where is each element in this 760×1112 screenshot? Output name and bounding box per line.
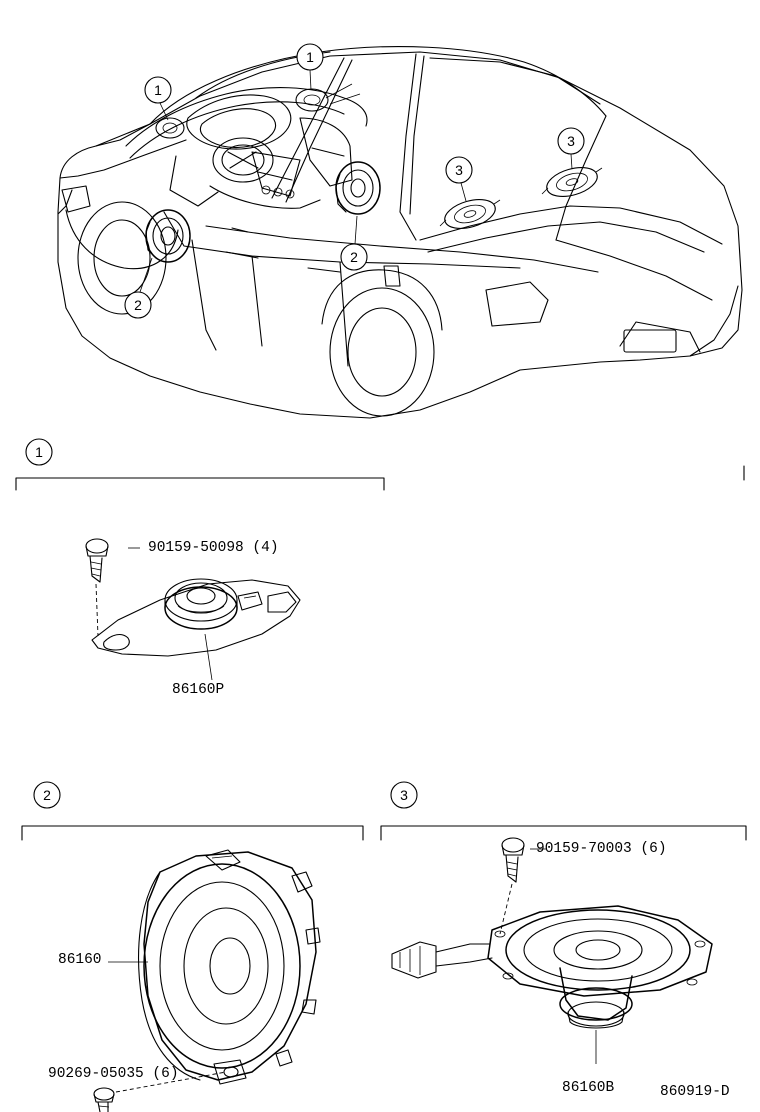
package-tray-speaker-left <box>440 194 500 233</box>
part-label-86160: 86160 <box>58 952 102 968</box>
group-1-part-illustration <box>86 539 300 680</box>
part-label-90159-50098: 90159-50098 (4) <box>148 540 279 556</box>
car-illustration <box>58 44 742 418</box>
group-3-bracket <box>381 782 746 840</box>
callout-3-right <box>558 128 584 169</box>
screw-90159-70003 <box>502 838 524 882</box>
dash-speaker-right <box>296 84 360 111</box>
group-3-part-illustration <box>392 838 712 1064</box>
callout-2-mid-label: 2 <box>350 249 358 265</box>
screw-90159-50098 <box>86 539 108 582</box>
front-door-speaker <box>146 210 190 262</box>
callout-3-left <box>446 157 472 201</box>
part-label-86160P: 86160P <box>172 682 225 698</box>
callout-2-left-label: 2 <box>134 297 142 313</box>
rear-door-speaker <box>336 162 380 214</box>
group-2-bracket <box>22 782 363 840</box>
group-2-part-illustration <box>94 850 320 1112</box>
part-label-86160B: 86160B <box>562 1080 615 1096</box>
callout-1-left-label: 1 <box>154 82 162 98</box>
group-2-number: 2 <box>43 787 51 803</box>
callout-3-left-label: 3 <box>455 162 463 178</box>
group-1-number: 1 <box>35 444 43 460</box>
callout-3-right-label: 3 <box>567 133 575 149</box>
group-1-bracket <box>16 439 744 490</box>
drawing-number: 860919-D <box>660 1084 730 1100</box>
dash-speaker-left <box>156 118 184 138</box>
callout-1-top <box>297 44 323 90</box>
part-label-90159-70003: 90159-70003 (6) <box>536 841 667 857</box>
part-label-90269-05035: 90269-05035 (6) <box>48 1066 179 1082</box>
group-3-number: 3 <box>400 787 408 803</box>
callout-1-top-label: 1 <box>306 49 314 65</box>
callout-1-left <box>145 77 171 120</box>
bolt-90269-05035 <box>94 1088 114 1112</box>
